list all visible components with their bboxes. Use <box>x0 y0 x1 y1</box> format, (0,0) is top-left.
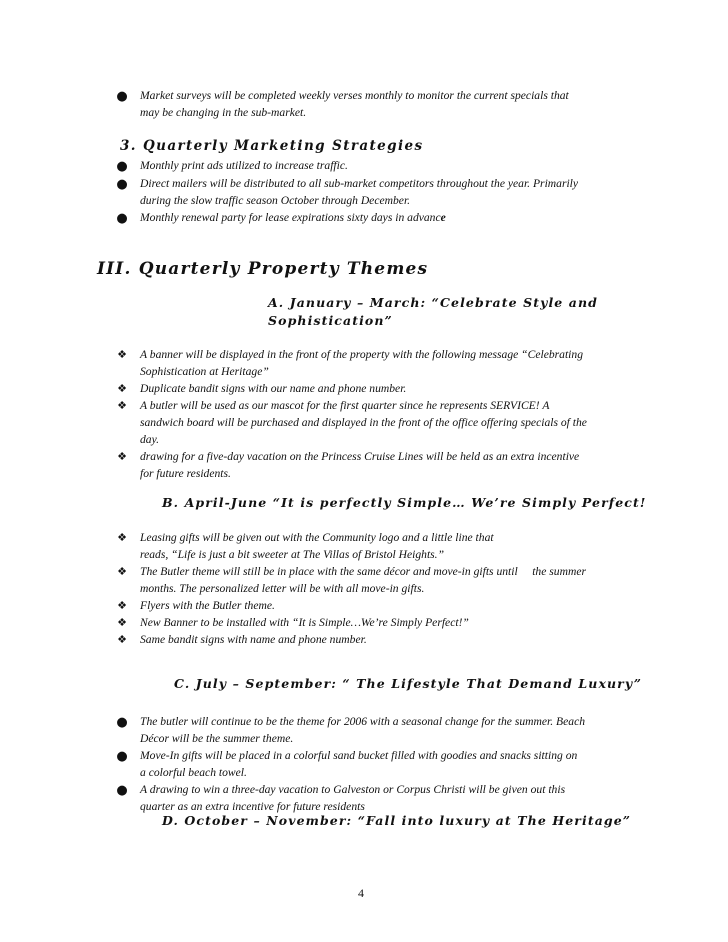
bullet-dot-icon: ● <box>116 89 128 104</box>
theme-b-heading: B. April-June “It is perfectly Simple… We’re Simply Perfect! <box>162 495 647 510</box>
bullet-dot-icon: ● <box>116 783 128 798</box>
body-line: A banner will be displayed in the front of the property with the following message “Celebrating <box>140 348 584 361</box>
bullet-dot-icon: ● <box>116 749 128 764</box>
body-line: sandwich board will be purchased and displayed in the front of the office offering specials of the <box>140 416 587 429</box>
body-line: day. <box>140 433 159 446</box>
theme-c-heading: C. July – September: “ The Lifestyle That Demand Luxury” <box>174 676 642 691</box>
theme-a-heading: Sophistication” <box>268 313 393 328</box>
page-number: 4 <box>358 886 364 900</box>
body-line: Move-In gifts will be placed in a colorful sand bucket filled with goodies and snacks sitting on <box>140 749 578 762</box>
body-line: A butler will be used as our mascot for the first quarter since he represents SERVICE! A <box>140 399 550 412</box>
body-line: a colorful beach towel. <box>140 766 247 779</box>
body-line: Flyers with the Butler theme. <box>140 599 275 612</box>
body-line: The Butler theme will still be in place with the same décor and move-in gifts until the summer <box>140 565 586 578</box>
bullet-dot-icon: ● <box>116 715 128 730</box>
body-line: Leasing gifts will be given out with the Community logo and a little line that <box>140 531 494 544</box>
bullet-diamond-icon: ❖ <box>117 348 127 361</box>
bullet-dot-icon: ● <box>116 211 128 226</box>
theme-d-heading: D. October – November: “Fall into luxury at The Heritage” <box>162 813 632 828</box>
body-line: The butler will continue to be the theme for 2006 with a seasonal change for the summer. Beach <box>140 715 586 728</box>
body-line: for future residents. <box>140 467 231 480</box>
bullet-diamond-icon: ❖ <box>117 382 127 395</box>
bullet-diamond-icon: ❖ <box>117 616 127 629</box>
body-line: Décor will be the summer theme. <box>140 732 294 745</box>
bullet-diamond-icon: ❖ <box>117 531 127 544</box>
body-line: drawing for a five-day vacation on the Princess Cruise Lines will be held as an extra incentive <box>140 450 580 463</box>
bullet-dot-icon: ● <box>116 177 128 192</box>
body-line: Monthly renewal party for lease expirations sixty days in advance <box>140 211 446 224</box>
body-line: New Banner to be installed with “It is Simple…We’re Simply Perfect!” <box>140 616 469 629</box>
body-line: Direct mailers will be distributed to all sub-market competitors throughout the year. Primarily <box>140 177 579 190</box>
body-line: during the slow traffic season October through December. <box>140 194 411 207</box>
body-line: Duplicate bandit signs with our name and phone number. <box>140 382 407 395</box>
body-line: Market surveys will be completed weekly verses monthly to monitor the current specials that <box>140 89 569 102</box>
bullet-diamond-icon: ❖ <box>117 633 127 646</box>
bullet-diamond-icon: ❖ <box>117 599 127 612</box>
strategies-heading: 3. Quarterly Marketing Strategies <box>120 138 424 154</box>
body-line: Sophistication at Heritage” <box>140 365 269 378</box>
section-heading: III. Quarterly Property Themes <box>97 259 429 279</box>
body-line: may be changing in the sub-market. <box>140 106 307 119</box>
theme-a-heading: A. January – March: “Celebrate Style and <box>268 295 599 310</box>
body-line: reads, “Life is just a bit sweeter at The Villas of Bristol Heights.” <box>140 548 445 561</box>
body-line: months. The personalized letter will be with all move-in gifts. <box>140 582 425 595</box>
body-line: A drawing to win a three-day vacation to Galveston or Corpus Christi will be given out this <box>140 783 566 796</box>
bullet-diamond-icon: ❖ <box>117 399 127 412</box>
bullet-dot-icon: ● <box>116 159 128 174</box>
bullet-diamond-icon: ❖ <box>117 565 127 578</box>
bullet-diamond-icon: ❖ <box>117 450 127 463</box>
body-line: quarter as an extra incentive for future residents <box>140 800 365 813</box>
body-line: Same bandit signs with name and phone number. <box>140 633 367 646</box>
body-line: Monthly print ads utilized to increase traffic. <box>140 159 348 172</box>
